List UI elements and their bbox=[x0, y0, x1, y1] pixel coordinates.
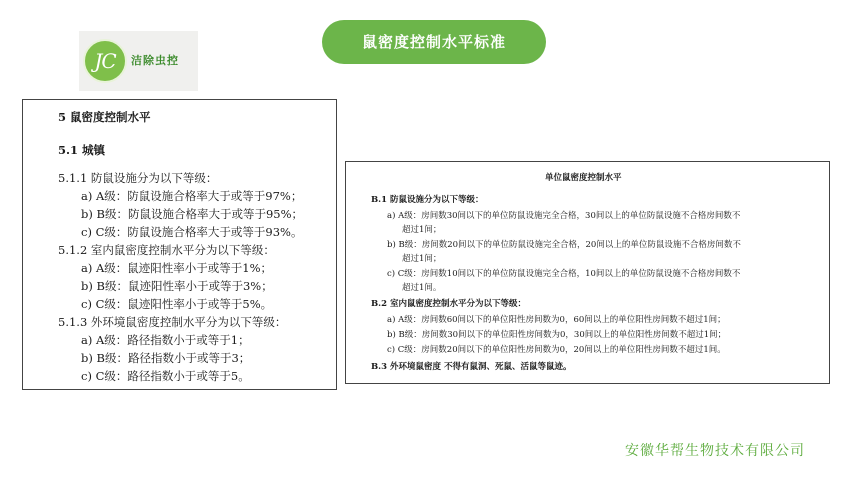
clause-item: a) A级：鼠迹阳性率小于或等于1%； bbox=[81, 261, 273, 275]
clause-item: a) A级：防鼠设施合格率大于或等于97%； bbox=[81, 189, 303, 203]
clause-item: c) C级：路径指数小于或等于5。 bbox=[81, 369, 250, 383]
clause-item: a) A级：房间数60间以下的单位阳性房间数为0，60间以上的单位阳性房间数不超过1间； bbox=[387, 315, 726, 325]
clause-item: c) C级：防鼠设施合格率大于或等于93%。 bbox=[81, 225, 303, 239]
company-logo bbox=[79, 31, 198, 91]
page-title: 鼠密度控制水平标准 bbox=[322, 20, 546, 64]
logo-name: 洁除虫控 bbox=[131, 54, 179, 67]
logo-mark-icon: JC bbox=[83, 39, 127, 83]
clause-item: b) B级：鼠迹阳性率小于或等于3%； bbox=[81, 279, 273, 293]
subsection-heading: 5.1 城镇 bbox=[58, 143, 106, 157]
clause-item-continuation: 超过1间； bbox=[402, 225, 442, 235]
clause-heading: 5.1.1 防鼠设施分为以下等级： bbox=[58, 171, 218, 185]
clause-item-continuation: 超过1间。 bbox=[402, 283, 442, 293]
clause-heading: B.1 防鼠设施分为以下等级： bbox=[371, 195, 484, 205]
clause-heading: 5.1.2 室内鼠密度控制水平分为以下等级： bbox=[58, 243, 275, 257]
clause-item: b) B级：房间数30间以下的单位阳性房间数为0，30间以上的单位阳性房间数不超过1间； bbox=[387, 330, 727, 340]
clause-item: a) A级：路径指数小于或等于1； bbox=[81, 333, 250, 347]
clause-item-continuation: 超过1间； bbox=[402, 254, 442, 264]
clause-item: c) C级：房间数20间以下的单位阳性房间数为0，20间以上的单位阳性房间数不超过1间。 bbox=[387, 345, 726, 355]
document-excerpt-unit bbox=[345, 161, 830, 384]
clause-item: b) B级：防鼠设施合格率大于或等于95%； bbox=[81, 207, 304, 221]
clause-heading: B.2 室内鼠密度控制水平分为以下等级： bbox=[371, 299, 527, 309]
company-name-footer: 安徽华帮生物技术有限公司 bbox=[625, 443, 805, 459]
section-heading: 5 鼠密度控制水平 bbox=[58, 110, 151, 124]
clause-heading: B.3 外环境鼠密度 不得有鼠洞、死鼠、活鼠等鼠迹。 bbox=[371, 362, 572, 372]
document-excerpt-town bbox=[22, 99, 337, 390]
clause-item: a) A级：房间数30间以下的单位防鼠设施完全合格，30间以上的单位防鼠设施不合格房间数不 bbox=[387, 211, 741, 221]
clause-heading: 5.1.3 外环境鼠密度控制水平分为以下等级： bbox=[58, 315, 287, 329]
clause-item: c) C级：鼠迹阳性率小于或等于5%。 bbox=[81, 297, 273, 311]
clause-item: b) B级：房间数20间以下的单位防鼠设施完全合格，20间以上的单位防鼠设施不合格房间数不 bbox=[387, 240, 741, 250]
appendix-heading: 单位鼠密度控制水平 bbox=[545, 173, 622, 183]
clause-item: c) C级：房间数10间以下的单位防鼠设施完全合格，10间以上的单位防鼠设施不合格房间数不 bbox=[387, 269, 741, 279]
clause-item: b) B级：路径指数小于或等于3； bbox=[81, 351, 251, 365]
